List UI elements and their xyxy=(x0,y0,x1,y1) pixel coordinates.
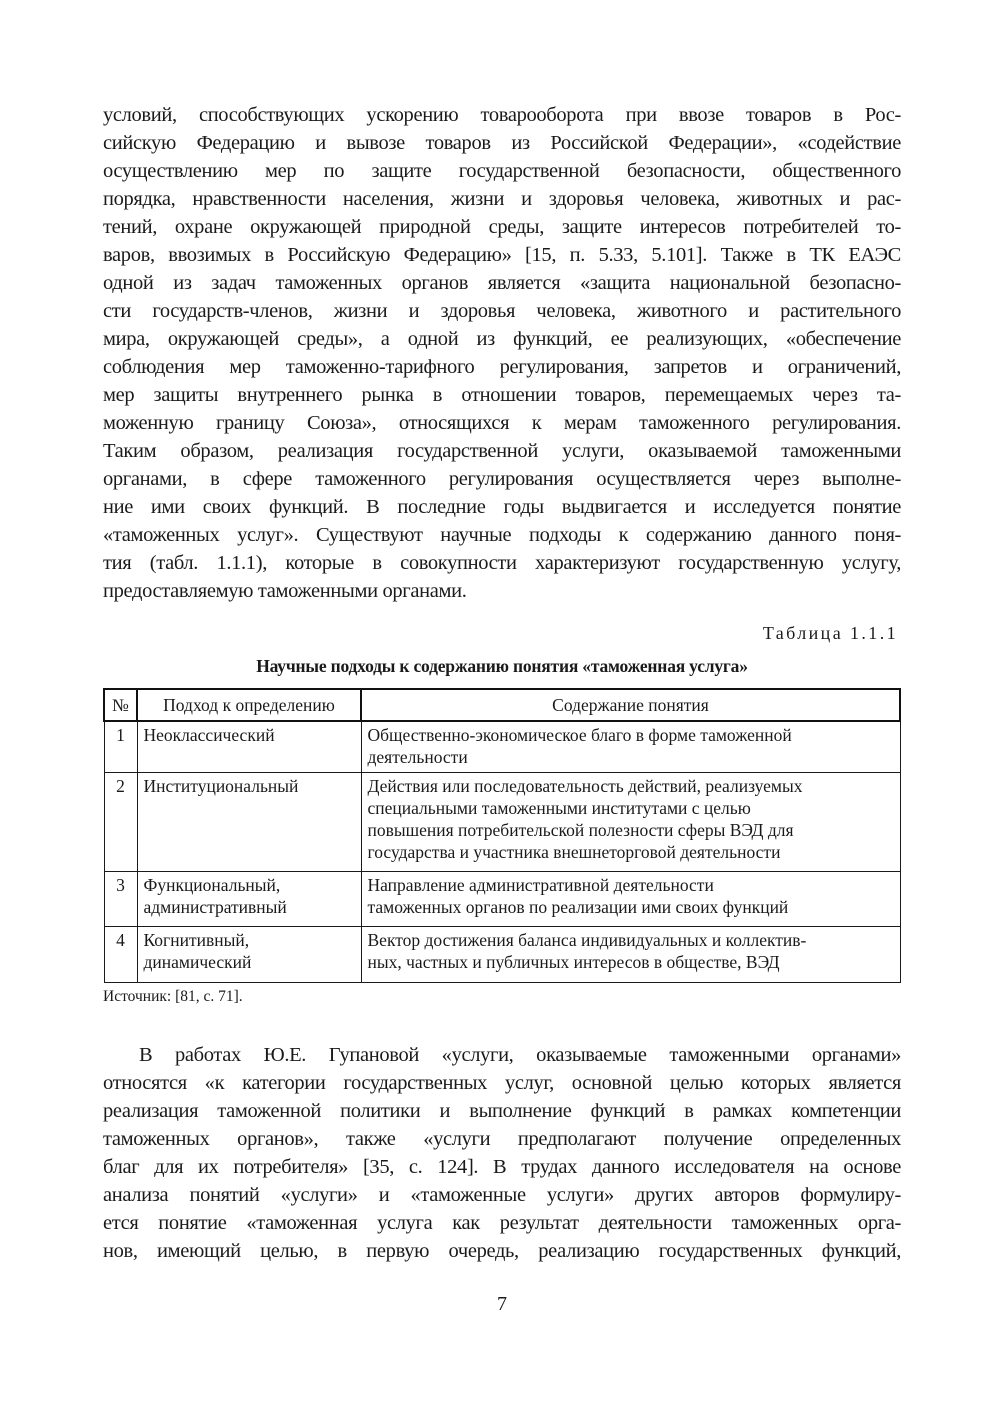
text-line: органами, в сфере таможенного регулирования осуществляется через выполне- xyxy=(103,468,901,490)
text-line: условий, способствующих ускорению товарооборота при ввозе товаров в Рос- xyxy=(103,104,901,126)
approach-line: Неоклассический xyxy=(143,725,275,745)
text-line: нов, имеющий целью, в первую очередь, реализацию государственных функций, xyxy=(103,1240,901,1262)
text-line: Таким образом, реализация государственной услуги, оказываемой таможенными xyxy=(103,440,901,462)
approaches-table xyxy=(103,688,901,983)
row-num: 2 xyxy=(104,772,137,871)
content-line: специальными таможенными институтами с целью xyxy=(367,797,751,818)
row-content xyxy=(361,926,900,982)
table-row xyxy=(104,721,900,772)
text-line: порядка, нравственности населения, жизни и здоровья человека, животных и рас- xyxy=(103,188,901,210)
text-line: одной из задач таможенных органов является «защита национальной безопасно- xyxy=(103,272,901,294)
text-line: сти государств-членов, жизни и здоровья человека, животного и растительного xyxy=(103,300,901,322)
text-line: варов, ввозимых в Российскую Федерацию» [15, п. 5.33, 5.101]. Также в ТК ЕАЭС xyxy=(103,244,901,266)
content-line: государства и участника внешнеторговой деятельности xyxy=(367,841,781,862)
table-title: Научные подходы к содержанию понятия «таможенная услуга» xyxy=(256,656,748,676)
text-line: ется понятие «таможенная услуга как результат деятельности таможенных орга- xyxy=(103,1212,901,1234)
row-approach xyxy=(137,871,361,926)
header-approach: Подход к определению xyxy=(137,689,361,721)
text-line: тений, охране окружающей природной среды, защите интересов потребителей то- xyxy=(103,216,901,238)
table-row xyxy=(104,772,900,871)
text-line: сийскую Федерацию и вывозе товаров из Российской Федерации», «содействие xyxy=(103,132,901,154)
content-line: Направление административной деятельности xyxy=(367,874,714,895)
table-row xyxy=(104,871,900,926)
text-line: анализа понятий «услуги» и «таможенные услуги» других авторов формулиру- xyxy=(103,1184,901,1206)
approach-line: Функциональный, xyxy=(143,874,281,895)
content-line: таможенных органов по реализации ими своих функций xyxy=(367,896,789,917)
table-row xyxy=(104,926,900,982)
row-num: 4 xyxy=(104,926,137,982)
content-line: Действия или последовательность действий, реализуемых xyxy=(367,775,803,796)
approach-line: Когнитивный, xyxy=(143,929,250,950)
approach-line: динамический xyxy=(143,951,252,972)
text-line: реализация таможенной политики и выполнение функций в рамках компетенции xyxy=(103,1100,901,1122)
row-approach xyxy=(137,721,361,772)
content-line: деятельности xyxy=(367,747,468,767)
content-line: Общественно-экономическое благо в форме таможенной xyxy=(367,725,792,745)
text-line: тия (табл. 1.1.1), которые в совокупности характеризуют государственную услугу, xyxy=(103,552,901,574)
text-line: мер защиты внутреннего рынка в отношении товаров, перемещаемых через та- xyxy=(103,384,901,406)
table-source: Источник: [81, с. 71]. xyxy=(103,988,243,1005)
text-line: «таможенных услуг». Существуют научные подходы к содержанию данного поня- xyxy=(103,524,901,546)
text-line: таможенных органов», также «услуги предполагают получение определенных xyxy=(103,1128,901,1150)
text-line: осуществлению мер по защите государственной безопасности, общественного xyxy=(103,160,901,182)
header-content: Содержание понятия xyxy=(361,689,900,721)
content-line: повышения потребительской полезности сферы ВЭД для xyxy=(367,819,794,840)
content-line: ных, частных и публичных интересов в обществе, ВЭД xyxy=(367,951,780,972)
row-num: 1 xyxy=(104,721,137,772)
text-line: моженную границу Союза», относящихся к мерам таможенного регулирования. xyxy=(103,412,901,434)
text-line: предоставляемую таможенными органами. xyxy=(103,580,467,602)
row-content xyxy=(361,871,900,926)
paragraph-bottom xyxy=(103,1041,901,1265)
text-line: относятся «к категории государственных услуг, основной целью которых является xyxy=(103,1072,901,1094)
row-content xyxy=(361,772,900,871)
row-content xyxy=(361,721,900,772)
row-num: 3 xyxy=(104,871,137,926)
table-label: Таблица 1.1.1 xyxy=(762,623,898,643)
text-line: мира, окружающей среды», а одной из функций, ее реализующих, «обеспечение xyxy=(103,328,901,350)
text-line: благ для их потребителя» [35, с. 124]. В трудах данного исследователя на основе xyxy=(103,1156,901,1178)
row-approach xyxy=(137,926,361,982)
paragraph-top xyxy=(103,101,901,605)
approach-line: Институциональный xyxy=(143,775,299,796)
table-header-row xyxy=(104,689,900,721)
header-num: № xyxy=(104,689,137,721)
text-line: соблюдения мер таможенно-тарифного регулирования, запретов и ограничений, xyxy=(103,356,901,378)
content-line: Вектор достижения баланса индивидуальных и коллектив- xyxy=(367,929,807,950)
text-line: В работах Ю.Е. Гупановой «услуги, оказываемые таможенными органами» xyxy=(139,1044,901,1066)
row-approach xyxy=(137,772,361,871)
text-line: ние ими своих функций. В последние годы выдвигается и исследуется понятие xyxy=(103,496,901,518)
page-number: 7 xyxy=(497,1293,507,1315)
approach-line: административный xyxy=(143,896,287,917)
